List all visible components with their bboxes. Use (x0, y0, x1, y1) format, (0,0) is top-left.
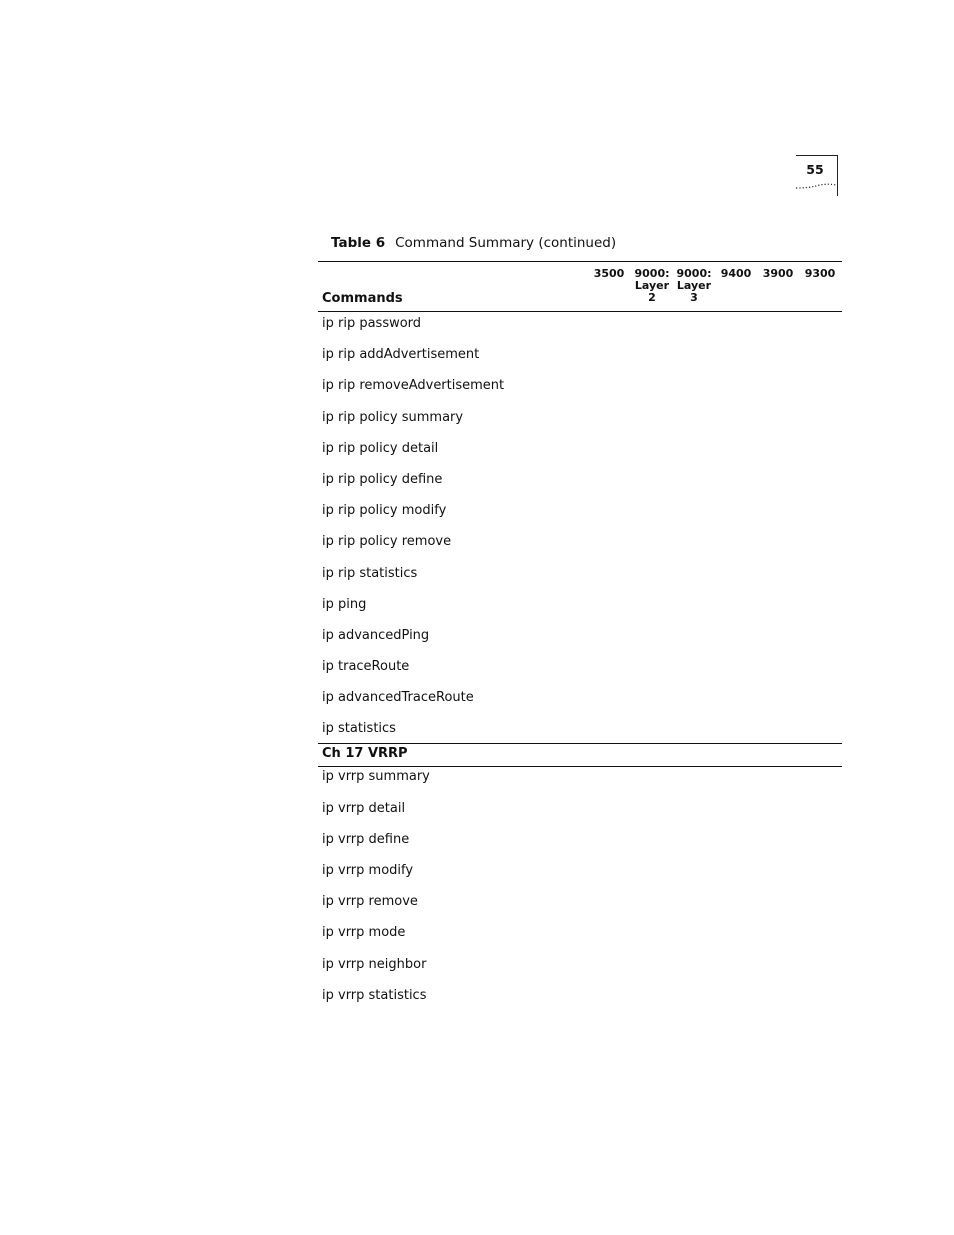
table-row: ip rip removeAdvertisement (322, 378, 505, 394)
table-row: ip rip policy detail (322, 440, 439, 456)
column-header-9000-layer3 (674, 268, 714, 304)
table-row: ip vrrp remove (322, 894, 418, 910)
column-header-line: 3 (690, 291, 698, 304)
table-row: ip vrrp modify (322, 863, 414, 878)
table-caption (331, 235, 616, 251)
column-header-line: 3500 (593, 267, 625, 280)
column-header-3900 (758, 268, 798, 280)
table-row: ip advancedTraceRoute (322, 690, 474, 706)
column-header-9400 (716, 268, 756, 280)
column-header-line: 9400 (720, 267, 752, 280)
table-row: ip vrrp summary (322, 769, 430, 785)
table-number: Table 6 (331, 235, 386, 251)
column-header-9000-layer2 (632, 268, 672, 304)
column-header-line: 9000: (634, 267, 670, 280)
table-row: ip ping (322, 596, 367, 612)
page-number: 55 (806, 162, 824, 177)
table-row: ip vrrp mode (322, 925, 406, 941)
table-row: ip rip addAdvertisement (322, 347, 480, 363)
table-row: ip rip policy remove (322, 534, 452, 550)
column-header-9300 (800, 268, 840, 280)
column-header-line: 9000: (676, 267, 712, 280)
table-title: Command Summary (continued) (395, 235, 617, 251)
column-header-line: 9300 (804, 267, 836, 280)
table-row: ip rip statistics (322, 565, 418, 581)
table-row: ip traceRoute (322, 659, 410, 675)
table-row: ip rip policy define (322, 471, 443, 487)
table-row: ip vrrp detail (322, 800, 406, 816)
table-row: ip statistics (322, 721, 396, 737)
column-header-line: Layer (676, 279, 712, 292)
page-number-box (796, 155, 838, 196)
table-row: ip vrrp neighbor (322, 956, 427, 972)
commands-column-header: Commands (322, 291, 403, 306)
column-header-line: Layer (634, 279, 670, 292)
table-row: ip rip policy summary (322, 409, 464, 425)
table-row: ip vrrp define (322, 831, 410, 847)
table-row: ip advancedPing (322, 627, 430, 643)
column-header-3500 (589, 268, 629, 280)
command-summary-table (318, 261, 842, 1018)
page-number-top-rule (796, 155, 838, 156)
column-header-line: 2 (648, 291, 656, 304)
table-row: ip rip policy modify (322, 503, 447, 519)
table-header-row (318, 262, 842, 311)
section-title: Ch 17 VRRP (322, 746, 408, 762)
table-row: ip rip password (322, 316, 422, 331)
column-header-line: 3900 (762, 267, 794, 280)
table-row: ip vrrp statistics (322, 987, 427, 1003)
dotted-ornament-icon (796, 179, 838, 191)
